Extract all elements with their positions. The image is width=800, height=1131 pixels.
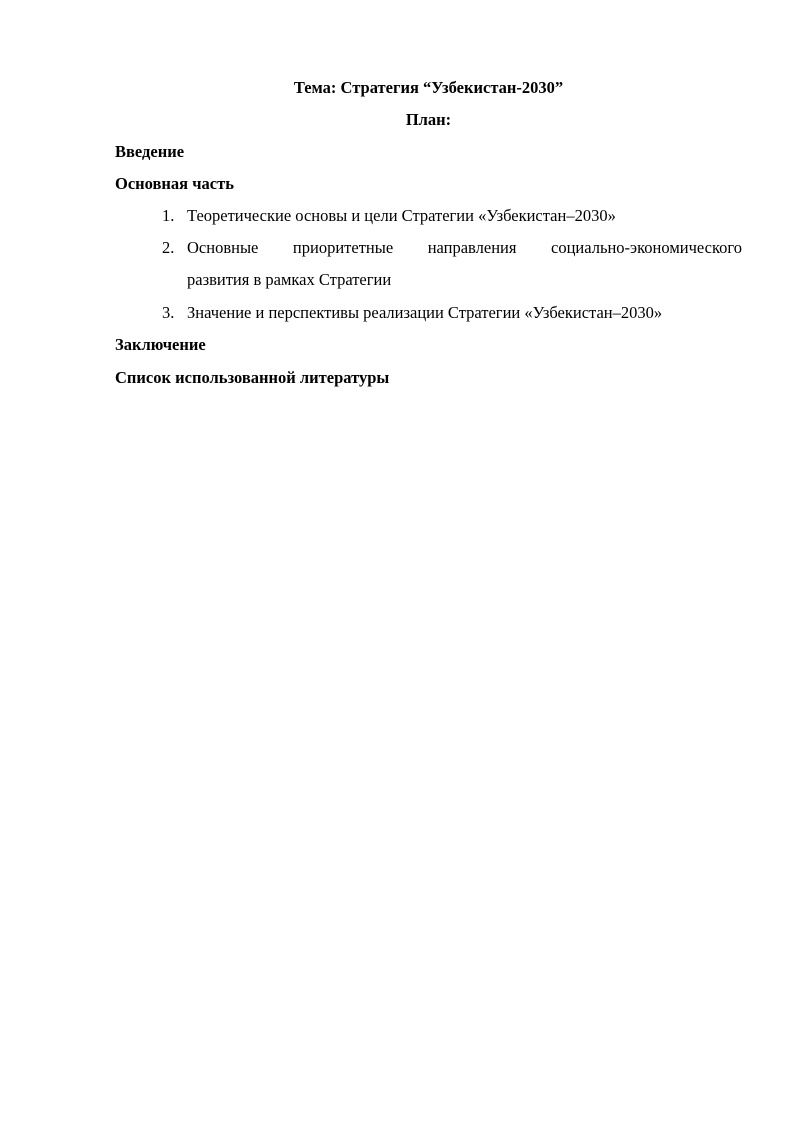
list-item-number: 3. xyxy=(162,303,175,322)
list-item-number: 1. xyxy=(162,206,175,225)
section-main-part: Основная часть xyxy=(115,174,234,193)
list-item-text-line1: Основные приоритетные направления социально-экономического xyxy=(187,238,742,257)
plan-heading: План: xyxy=(405,110,452,129)
list-item-text: Значение и перспективы реализации Стратегии «Узбекистан–2030» xyxy=(187,303,663,322)
section-references: Список использованной литературы xyxy=(115,368,390,387)
list-item-text: Теоретические основы и цели Стратегии «Узбекистан–2030» xyxy=(187,206,616,225)
section-conclusion: Заключение xyxy=(115,335,206,354)
document-title: Тема: Стратегия “Узбекистан-2030” xyxy=(293,78,564,97)
list-item-text-line2: развития в рамках Стратегии xyxy=(187,270,392,289)
section-introduction: Введение xyxy=(115,142,185,161)
list-item-number: 2. xyxy=(162,238,175,257)
